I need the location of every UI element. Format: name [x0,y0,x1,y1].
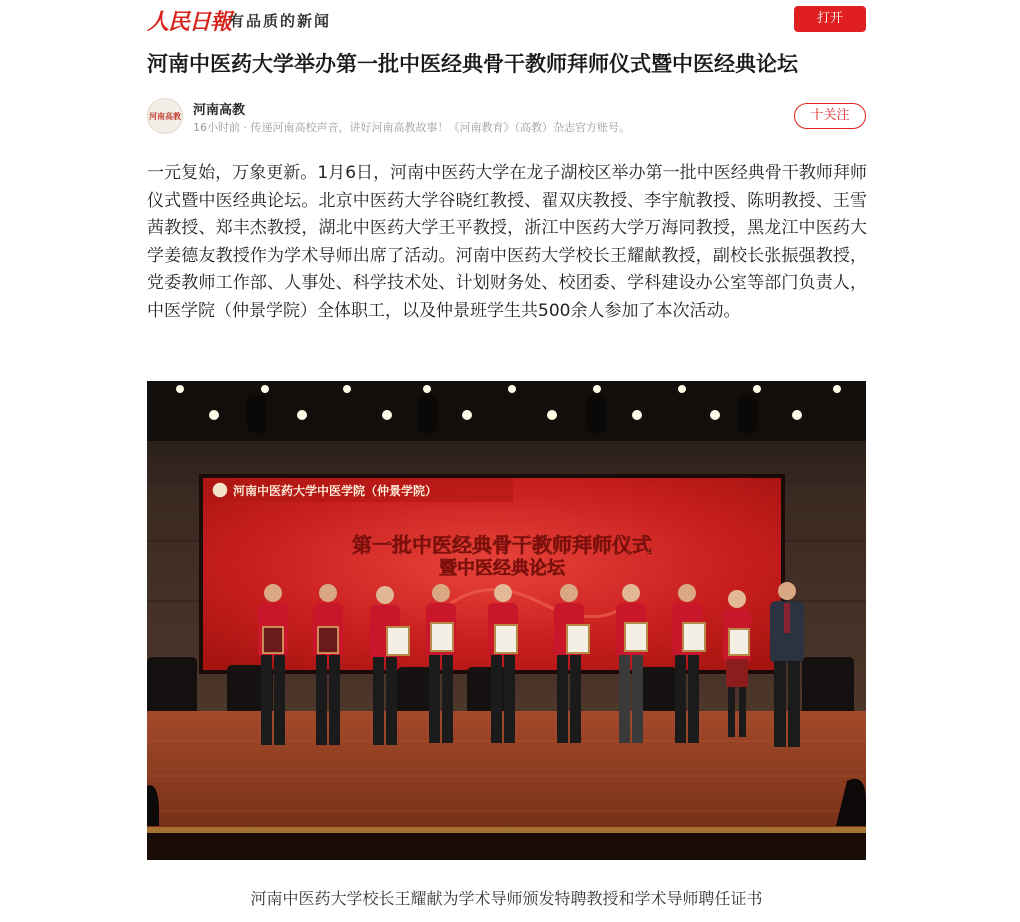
author-row [147,98,866,138]
brand-logo[interactable]: 人民日報 [147,9,232,35]
top-bar [147,0,866,38]
avatar-text: 河南高教 [149,110,181,121]
open-app-button[interactable]: 打开 [794,6,866,32]
screen-title-line2: 暨中医经典论坛 [439,558,565,579]
brand-slogan: 有品质的新闻 [229,12,332,30]
author-name[interactable]: 河南高教 [193,103,246,118]
article-photo[interactable] [147,381,866,860]
screen-header: 河南中医药大学中医学院（仲景学院） [233,484,438,498]
article-paragraph: 一元复始，万象更新。1月6日，河南中医药大学在龙子湖校区举办第一批中医经典骨干教师拜师仪式暨中医经典论坛。北京中医药大学谷晓红教授、翟双庆教授、李宇航教授、陈明教授、王雪茜教授、郑丰杰教授，湖北中医药大学王平教授，浙江中医药大学万海同教授，黑龙江中医药大学姜德友教授作为学术导师出席了活动。河南中医药大学校长王耀献教授，副校长张振强教授，党委教师工作部、人事处、科学技术处、计划财务处、校团委、学科建设办公室等部门负责人，中医学院（仲景学院）全体职工，以及仲景班学生共500余人参加了本次活动。 [147,163,867,321]
avatar[interactable] [147,98,183,134]
author-meta: 16小时前 · 传递河南高校声音，讲好河南高教故事！《河南教育》（高教）杂志官方账号。 [193,121,630,134]
follow-button[interactable]: 十关注 [794,103,866,129]
screen-title-line1: 第一批中医经典骨干教师拜师仪式 [352,533,652,557]
photo-caption: 河南中医药大学校长王耀献为学术导师颁发特聘教授和学术导师聘任证书 [250,889,763,908]
article-title: 河南中医药大学举办第一批中医经典骨干教师拜师仪式暨中医经典论坛 [147,52,798,76]
ceremony-photo-illustration [147,381,866,860]
